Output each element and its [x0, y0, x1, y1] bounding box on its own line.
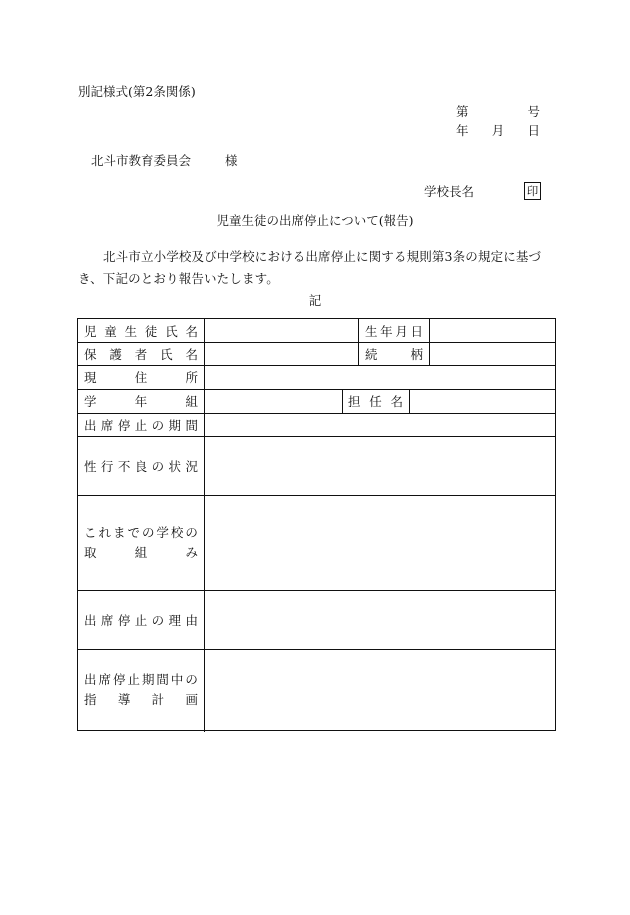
label-birthdate: 生 年 月 日 [365, 323, 423, 339]
label-address: 現 住 所 [84, 370, 198, 385]
field-suspension-reason[interactable] [205, 590, 556, 649]
addressee-name: 北斗市教育委員会 [91, 153, 192, 168]
label-grade-class: 学 年 組 [84, 394, 198, 409]
label-suspension-period: 出 席 停 止 の 期 間 [84, 417, 198, 433]
field-student-name[interactable] [205, 319, 358, 342]
field-homeroom-teacher[interactable] [410, 389, 556, 413]
field-birthdate[interactable] [430, 319, 556, 342]
field-suspension-period[interactable] [205, 413, 556, 436]
date-day: 日 [527, 123, 540, 138]
number-suffix: 号 [527, 104, 540, 119]
label-suspension-reason: 出 席 停 止 の 理 由 [84, 612, 198, 628]
principal-name-label: 学校長名 [424, 184, 475, 199]
label-school-efforts: こ れ ま で の 学 校 の 取 組 み [84, 524, 198, 560]
addressee-honorific: 様 [225, 153, 238, 168]
label-student-name: 児 童 生 徒 氏 名 [84, 323, 198, 339]
label-relationship: 続 柄 [365, 346, 423, 362]
date-line [456, 125, 540, 138]
report-table [77, 318, 556, 731]
body-paragraph: 北斗市立小学校及び中学校における出席停止に関する規則第3条の規定に基づき、下記のとおり報告いたします。 [78, 249, 542, 286]
date-year: 年 [456, 123, 469, 138]
document-number-line [456, 106, 540, 119]
form-label: 別記様式(第2条関係) [78, 84, 196, 99]
field-school-efforts[interactable] [205, 495, 556, 590]
field-grade-class[interactable] [205, 389, 342, 413]
date-month: 月 [491, 123, 505, 138]
seal-stamp: 印 [524, 182, 541, 200]
ki-heading: 記 [308, 293, 322, 308]
field-guidance-plan[interactable] [205, 649, 556, 731]
field-relationship[interactable] [430, 342, 556, 365]
label-guidance-plan: 出 席 停 止 期 間 中 の 指 導 計 画 [84, 672, 198, 707]
document-title: 児童生徒の出席停止について(報告) [216, 213, 414, 228]
number-prefix: 第 [456, 104, 469, 119]
field-address[interactable] [205, 365, 556, 389]
label-homeroom-teacher: 担 任 名 [348, 394, 403, 409]
field-guardian-name[interactable] [205, 342, 358, 365]
label-guardian-name: 保 護 者 氏 名 [84, 346, 198, 362]
field-misconduct-status[interactable] [205, 436, 556, 495]
addressee [91, 155, 238, 168]
label-misconduct-status: 性 行 不 良 の 状 況 [84, 458, 198, 474]
